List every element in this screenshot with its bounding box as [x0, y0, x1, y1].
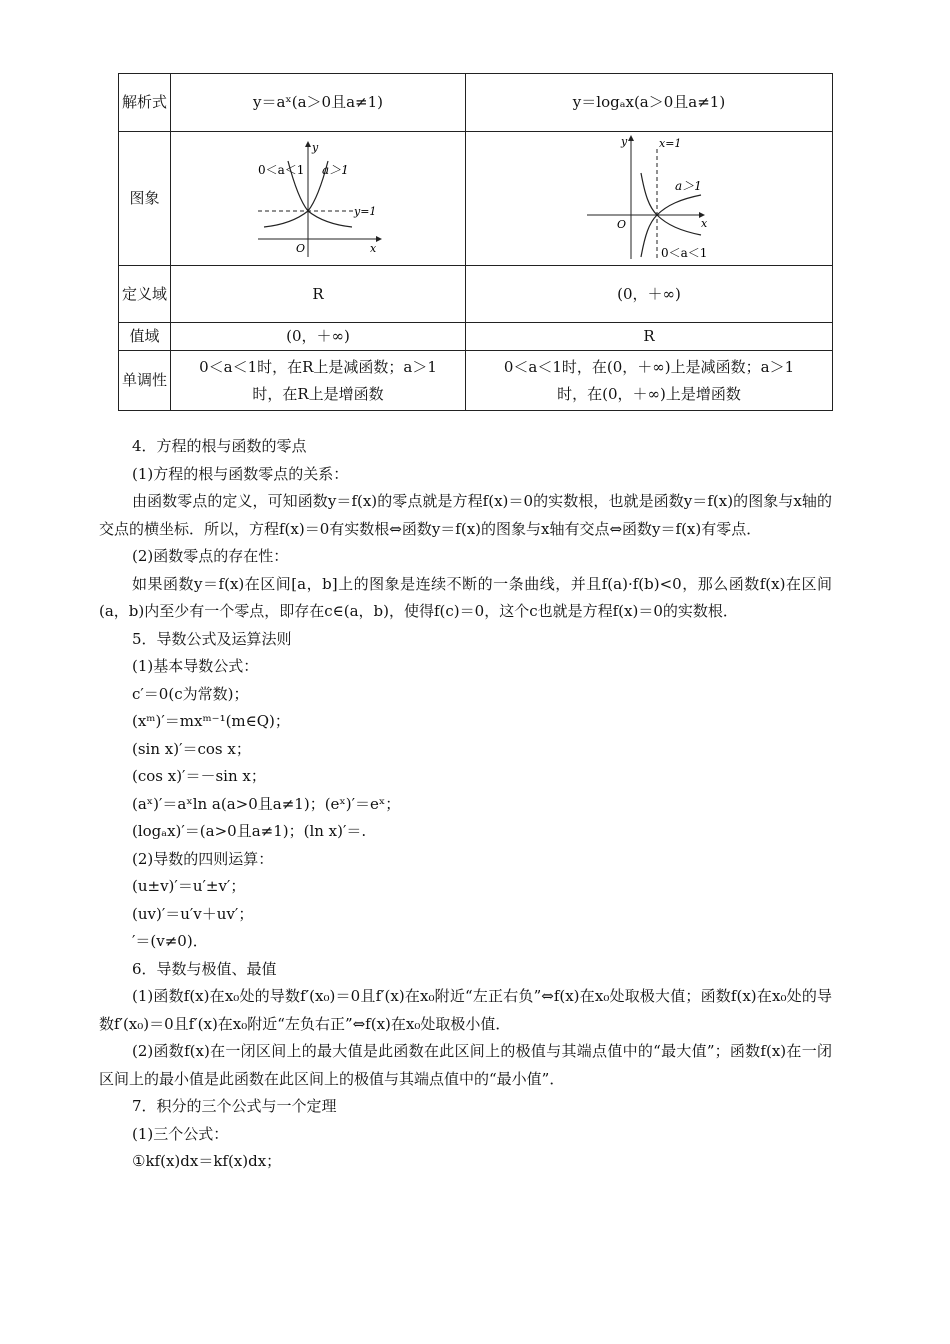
header-graph: 图象 [119, 132, 171, 266]
exp-label-big: a＞1 [322, 162, 349, 177]
range-exp: (0，＋∞) [171, 323, 466, 351]
section-6-paragraph-2: (2)函数f(x)在一闭区间上的最大值是此函数在此区间上的极值与其端点值中的“最大值”；函数f(x)在一闭区间上的最小值是此函数在此区间上的极值与其端点值中的“最小值”． [99, 1042, 832, 1088]
body-text [99, 433, 832, 1176]
rule-2: (uv)′＝u′v＋uv′； [132, 904, 254, 923]
section-5-sub2: (2)导数的四则运算： [132, 849, 274, 868]
section-6-title: 6．导数与极值、最值 [132, 959, 277, 978]
mono-exp-line2: 时，在R上是增函数 [252, 384, 384, 403]
formula-log: y＝logₐx(a＞0且a≠1) [466, 74, 833, 132]
header-range: 值域 [119, 323, 171, 351]
mono-exp-line1: 0＜a＜1时，在R上是减函数；a＞1 [199, 357, 437, 376]
exp-axis-x: x [370, 241, 377, 255]
mono-exp [171, 351, 466, 411]
table-row-domain [119, 266, 833, 323]
log-label-small: 0＜a＜1 [661, 245, 708, 260]
section-7-sub1: (1)三个公式： [132, 1124, 229, 1143]
function-comparison-table [118, 73, 833, 411]
exp-axis-y: y [312, 140, 319, 154]
domain-exp: R [171, 266, 466, 323]
header-domain: 定义域 [119, 266, 171, 323]
header-formula: 解析式 [119, 74, 171, 132]
formula-exp: y＝aˣ(a＞0且a≠1) [171, 74, 466, 132]
mono-log-line1: 0＜a＜1时，在(0，＋∞)上是减函数；a＞1 [503, 357, 795, 376]
log-y-arrow [628, 135, 634, 141]
section-6-paragraph-1: (1)函数f(x)在x₀处的导数f′(x₀)＝0且f′(x)在x₀附近“左正右负”⇔f(x)在x₀处取极大值；函数f(x)在x₀处的导数f′(x₀)＝0且f′(x)在x₀附近“左负右正”⇔f(x)在x₀处取极小值． [99, 987, 832, 1033]
section-4-title: 4．方程的根与函数的零点 [132, 437, 307, 455]
section-4-sub1: (1)方程的根与函数零点的关系： [132, 464, 349, 483]
mono-log-line2: 时，在(0，＋∞)上是增函数 [557, 384, 741, 403]
formula-2: (xᵐ)′＝mxᵐ⁻¹(m∈Q)； [132, 712, 290, 730]
mono-log [466, 351, 833, 411]
exp-label-small: 0＜a＜1 [258, 162, 305, 177]
domain-log: (0，＋∞) [466, 266, 833, 323]
section-4-paragraph-2: 如果函数y＝f(x)在区间[a，b]上的图象是连续不断的一条曲线，并且f(a)·f(b)<0，那么函数f(x)在区间(a，b)内至少有一个零点，即存在c∈(a，b)，使得f(c)＝0，这个c也就是方程f(x)＝0的实数根． [99, 574, 832, 620]
exp-x-arrow [376, 236, 382, 242]
log-axis-x: x [701, 216, 708, 230]
table-row-graph [119, 132, 833, 266]
formula-3: (sin x)′＝cos x； [132, 739, 251, 758]
integral-formula-1: ①kf(x)dx＝kf(x)dx； [132, 1152, 282, 1170]
formula-5: (aˣ)′＝aˣln a(a>0且a≠1)；(eˣ)′＝eˣ； [132, 794, 401, 813]
table-row-range [119, 323, 833, 351]
log-origin: O [617, 217, 627, 231]
section-4-paragraph-1: 由函数零点的定义，可知函数y＝f(x)的零点就是方程f(x)＝0的实数根，也就是函数y＝f(x)的图象与x轴的交点的横坐标．所以，方程f(x)＝0有实数根⇔函数y＝f(x)的图象与x轴有交点⇔函数y＝f(x)有零点． [99, 492, 832, 538]
log-graph [579, 135, 719, 263]
exp-origin: O [296, 241, 306, 255]
rule-3: ′＝(v≠0)． [132, 932, 208, 950]
section-7-title: 7．积分的三个公式与一个定理 [132, 1097, 337, 1115]
section-5-sub1: (1)基本导数公式： [132, 657, 259, 675]
formula-6: (logₐx)′＝(a>0且a≠1)；(ln x)′＝. [132, 822, 367, 840]
formula-1: c′＝0(c为常数)； [132, 684, 249, 703]
section-4-sub2: (2)函数零点的存在性： [132, 547, 289, 565]
log-axis-y: y [621, 134, 628, 148]
header-monotonicity: 单调性 [119, 351, 171, 411]
range-log: R [466, 323, 833, 351]
exp-y-arrow [305, 141, 311, 147]
graph-log-cell [466, 132, 833, 266]
table-row-monotonicity [119, 351, 833, 411]
table-row-formula [119, 74, 833, 132]
formula-4: (cos x)′＝－sin x； [132, 767, 266, 785]
log-label-x1: x=1 [659, 136, 682, 150]
rule-1: (u±v)′＝u′±v′； [132, 877, 246, 895]
section-5-title: 5．导数公式及运算法则 [132, 629, 292, 648]
log-label-big: a＞1 [675, 178, 702, 193]
exp-label-y1: y=1 [354, 204, 377, 218]
exp-graph [248, 139, 388, 259]
graph-exp-cell [171, 132, 466, 266]
